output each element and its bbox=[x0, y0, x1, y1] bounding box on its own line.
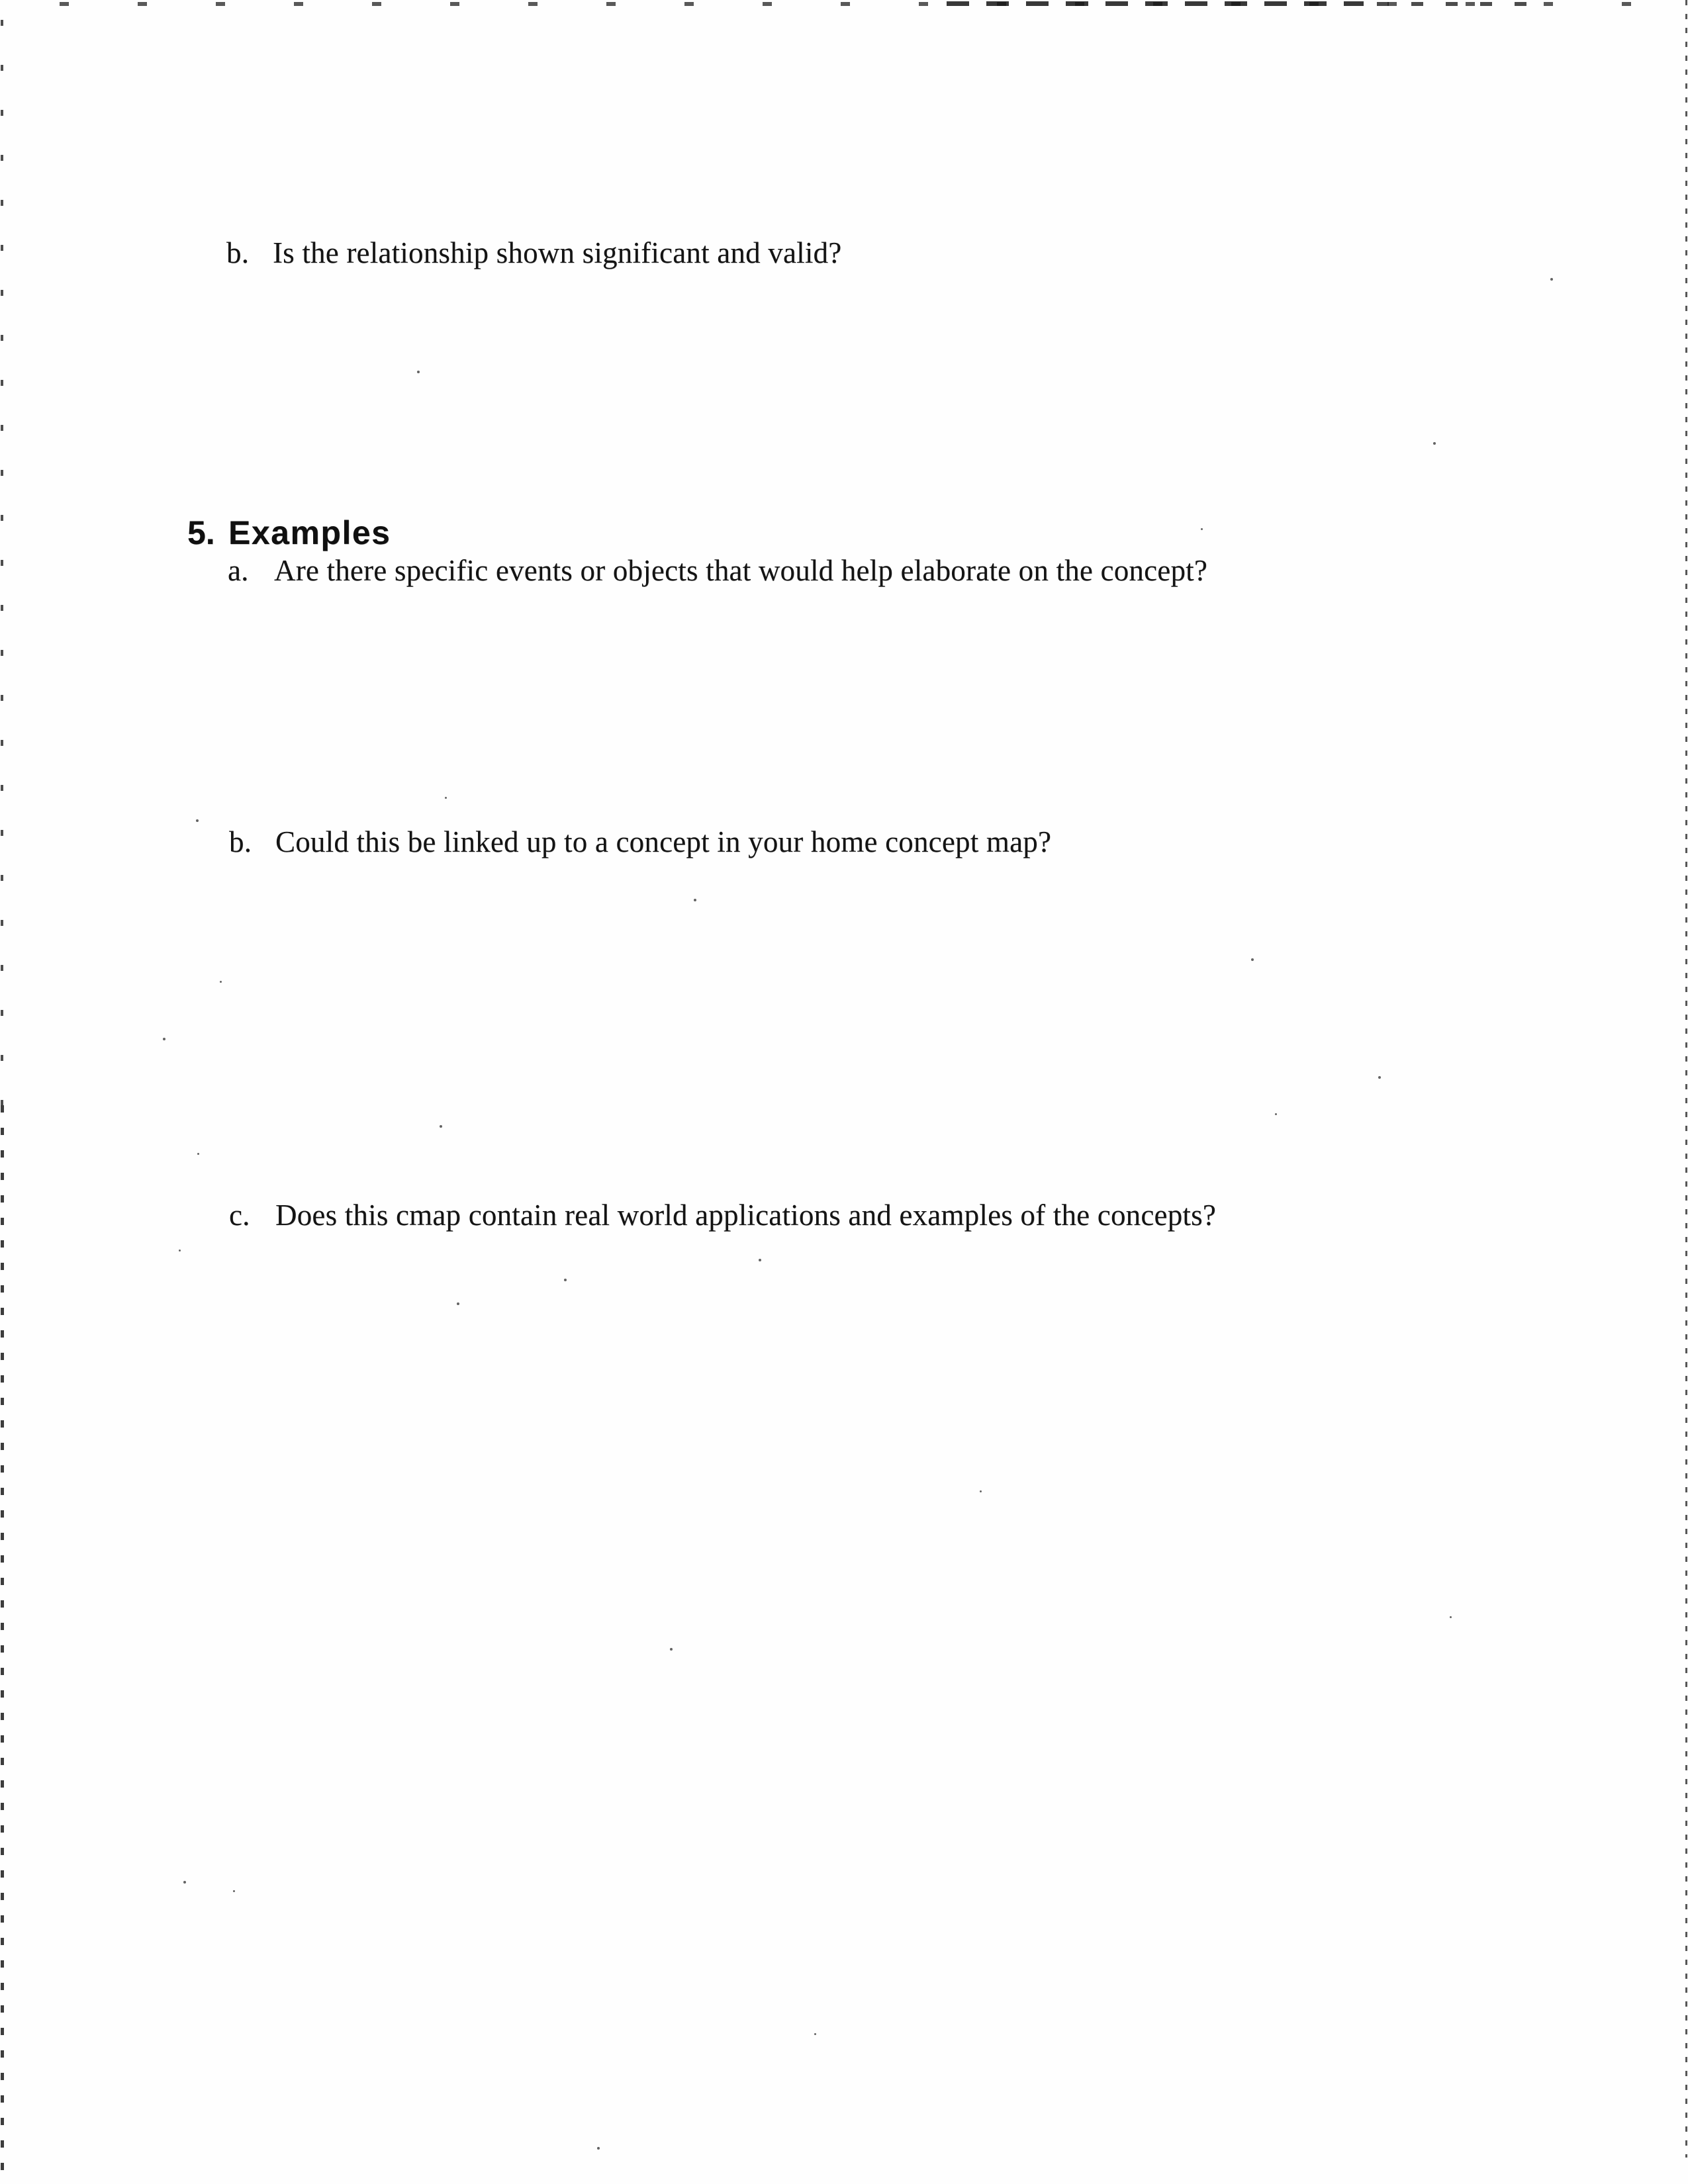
item-text: Are there specific events or objects that would help elaborate on the concept? bbox=[274, 554, 1208, 587]
section-heading-examples bbox=[187, 515, 391, 551]
scan-speck bbox=[980, 1490, 982, 1492]
scan-noise-top-edge-segment bbox=[1377, 2, 1549, 6]
question-item-a bbox=[228, 553, 1207, 588]
item-text: Could this be linked up to a concept in your home concept map? bbox=[275, 825, 1052, 858]
scan-speck bbox=[183, 1881, 186, 1884]
section-number: 5. bbox=[187, 514, 215, 551]
scan-noise-left-edge bbox=[1, 1105, 4, 2180]
scan-speck bbox=[1201, 528, 1203, 530]
scan-speck bbox=[814, 2033, 816, 2035]
scan-noise-left-edge bbox=[1, 20, 3, 1105]
scan-noise-top-edge-dense bbox=[947, 1, 1364, 6]
item-text: Is the relationship shown significant and valid? bbox=[273, 236, 842, 269]
scan-noise-right-edge bbox=[1685, 0, 1687, 2158]
scan-speck bbox=[445, 797, 447, 799]
scan-speck bbox=[1275, 1113, 1277, 1115]
scan-speck bbox=[220, 981, 222, 983]
item-text: Does this cmap contain real world applications and examples of the concepts? bbox=[275, 1199, 1216, 1232]
scan-speck bbox=[597, 2147, 600, 2150]
scan-speck bbox=[417, 371, 420, 373]
scan-speck bbox=[457, 1302, 459, 1305]
scan-speck bbox=[163, 1038, 165, 1040]
scan-speck bbox=[759, 1259, 761, 1261]
item-label: b. bbox=[229, 825, 252, 858]
question-item-b-previous-section bbox=[226, 236, 841, 270]
item-label: a. bbox=[228, 554, 249, 587]
item-label: c. bbox=[229, 1199, 250, 1232]
scan-speck bbox=[564, 1279, 567, 1281]
question-item-c bbox=[229, 1198, 1216, 1232]
scan-speck bbox=[1550, 278, 1553, 281]
scan-speck bbox=[1450, 1616, 1452, 1618]
scan-speck bbox=[179, 1250, 181, 1251]
section-title: Examples bbox=[228, 514, 391, 551]
scan-speck bbox=[196, 819, 199, 822]
item-label: b. bbox=[226, 236, 250, 269]
scan-speck bbox=[233, 1890, 235, 1892]
scan-speck bbox=[197, 1153, 199, 1155]
question-item-b bbox=[229, 825, 1051, 859]
scan-speck bbox=[694, 899, 696, 901]
scan-speck bbox=[440, 1125, 442, 1128]
scan-speck bbox=[1378, 1076, 1381, 1079]
scan-speck bbox=[670, 1648, 673, 1651]
scan-speck bbox=[1433, 442, 1436, 445]
scan-speck bbox=[1251, 958, 1254, 961]
